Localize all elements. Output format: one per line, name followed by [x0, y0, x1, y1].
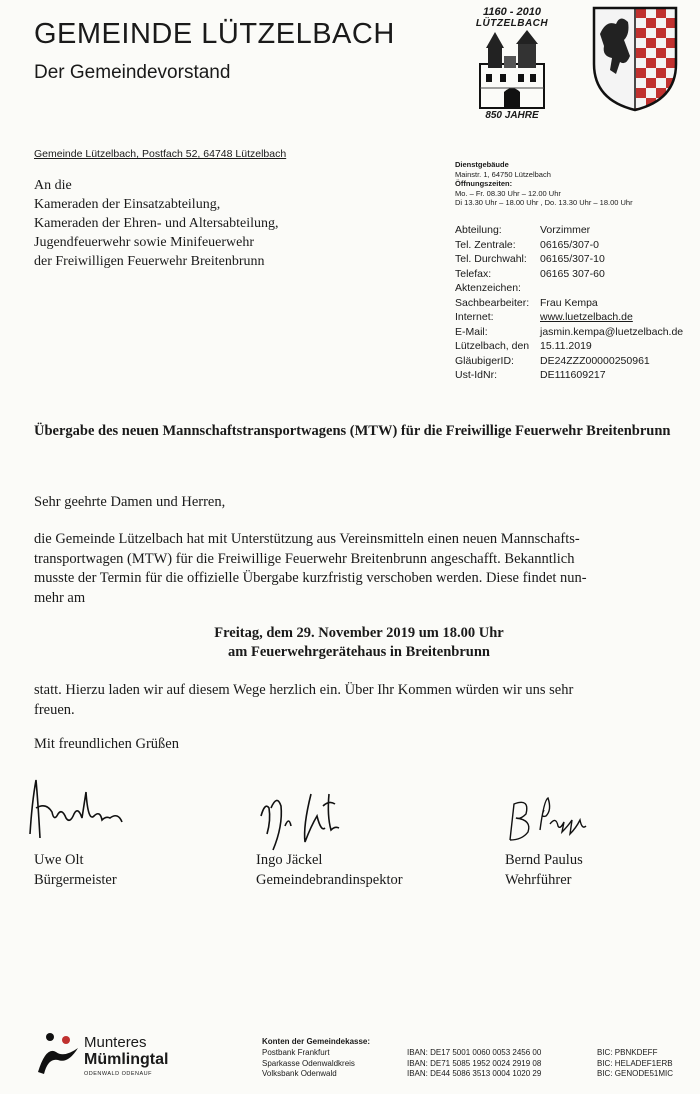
- logo-line-3: ODENWALD ODENAUF: [84, 1071, 152, 1077]
- contact-row: [455, 310, 683, 325]
- contact-key: Sachbearbeiter:: [455, 296, 530, 309]
- contact-row: [455, 281, 683, 296]
- contact-key: Tel. Durchwahl:: [455, 253, 527, 265]
- bank-name: Volksbank Odenwald: [262, 1069, 337, 1078]
- contact-key: Tel. Zentrale:: [455, 238, 516, 251]
- contact-key: Aktenzeichen:: [455, 282, 521, 294]
- bank-name: Sparkasse Odenwaldkreis: [262, 1058, 355, 1068]
- office-label: Dienstgebäude: [455, 160, 509, 169]
- jubilee-logo: [452, 6, 572, 124]
- signer-3: [505, 850, 583, 890]
- recipient-line: Jugendfeuerwehr sowie Minifeuerwehr: [34, 235, 255, 250]
- contact-value: DE24ZZZ00000250961: [540, 354, 650, 367]
- body-line: transportwagen (MTW) für die Freiwillige Feuerwehr Breitenbrunn angeschafft. Bekanntlich: [34, 550, 575, 567]
- jubilee-caption: 850 JAHRE: [485, 110, 539, 121]
- organization-name: GEMEINDE LÜTZELBACH: [34, 18, 395, 50]
- contact-row: [455, 238, 683, 253]
- bank-bic: BIC: GENODE51MIC: [597, 1069, 674, 1078]
- signer-name: Bernd Paulus: [505, 852, 583, 868]
- contact-value: Vorzimmer: [540, 224, 591, 236]
- castle-icon: [474, 30, 550, 110]
- hours-line: Di 13.30 Uhr – 18.00 Uhr , Do. 13.30 Uhr – 18.00 Uhr: [455, 198, 633, 207]
- body-paragraph: [34, 530, 684, 608]
- body-line: die Gemeinde Lützelbach hat mit Unterstützung aus Vereinsmitteln einen neuen Mannschafts-: [34, 531, 580, 547]
- signature-olt: [22, 772, 142, 842]
- signer-role: Bürgermeister: [34, 872, 117, 888]
- signature-jaeckel: [255, 786, 365, 856]
- contact-key: E-Mail:: [455, 325, 488, 338]
- jubilee-years: 1160 - 2010: [483, 6, 541, 18]
- closing-line: statt. Hierzu laden wir auf diesem Wege herzlich ein. Über Ihr Kommen würden wir uns sehr: [34, 682, 574, 698]
- organization-subtitle: Der Gemeindevorstand: [34, 62, 231, 83]
- bank-iban: IBAN: DE44 5086 3513 0004 1020 29: [407, 1069, 542, 1078]
- bank-accounts: [262, 1048, 682, 1080]
- figures-icon: [34, 1030, 80, 1076]
- contact-row: [455, 325, 683, 340]
- contact-row: [455, 267, 683, 282]
- closing-greeting: Mit freundlichen Grüßen: [34, 736, 179, 752]
- letter-date: 15.11.2019: [540, 340, 592, 352]
- signer-role: Wehrführer: [505, 872, 572, 888]
- office-address: Mainstr. 1, 64750 Lützelbach: [455, 169, 551, 179]
- bank-iban: IBAN: DE17 5001 0060 0053 2456 00: [407, 1048, 542, 1057]
- contact-row: [455, 223, 683, 238]
- bank-row: [262, 1059, 682, 1070]
- contact-value: 06165/307-10: [540, 253, 605, 265]
- contact-value: 06165 307-60: [540, 267, 605, 280]
- contact-key: Lützelbach, den: [455, 340, 530, 352]
- contact-key: Internet:: [455, 311, 494, 323]
- body-line: musste der Termin für die offizielle Übergabe kurzfristig verschoben werden. Diese findet nun-: [34, 570, 587, 586]
- signer-2: [256, 850, 403, 890]
- logo-line-1: Munteres: [84, 1034, 147, 1051]
- contact-row: [455, 252, 683, 267]
- contact-value: 06165/307-0: [540, 238, 599, 251]
- signer-1: [34, 850, 117, 890]
- closing-line: freuen.: [34, 702, 75, 718]
- contact-row: [455, 339, 683, 354]
- body-line: mehr am: [34, 589, 86, 606]
- closing-paragraph: [34, 680, 684, 720]
- bank-iban: IBAN: DE71 5085 1952 0024 2919 08: [407, 1058, 542, 1068]
- hours-line: Mo. – Fr. 08.30 Uhr – 12.00 Uhr: [455, 188, 561, 198]
- event-date: Freitag, dem 29. November 2019 um 18.00 Uhr: [214, 625, 504, 641]
- event-details: [34, 624, 684, 662]
- event-place: am Feuerwehrgerätehaus in Breitenbrunn: [228, 644, 490, 660]
- bank-accounts-title: Konten der Gemeindekasse:: [262, 1037, 371, 1046]
- bank-row: [262, 1069, 682, 1080]
- bank-bic: BIC: HELADEF1ERB: [597, 1058, 673, 1068]
- letter-subject: Übergabe des neuen Mannschaftstransportwagens (MTW) für die Freiwillige Feuerwehr Breitenbrunn: [34, 423, 671, 439]
- email-link[interactable]: jasmin.kempa@luetzelbach.de: [540, 325, 684, 338]
- recipient-line: Kameraden der Ehren- und Altersabteilung,: [34, 216, 279, 231]
- recipient-block: [34, 176, 279, 271]
- coat-of-arms-icon: [590, 4, 680, 114]
- bank-bic: BIC: PBNKDEFF: [597, 1048, 658, 1057]
- recipient-line: der Freiwilligen Feuerwehr Breitenbrunn: [34, 254, 265, 269]
- recipient-line: An die: [34, 178, 72, 193]
- contact-key: Telefax:: [455, 267, 492, 280]
- contact-key: Ust-IdNr:: [455, 369, 497, 381]
- contact-value: Frau Kempa: [540, 296, 598, 309]
- logo-line-2: Mümlingtal: [84, 1051, 169, 1068]
- contact-value: DE111609217: [540, 369, 606, 381]
- salutation: Sehr geehrte Damen und Herren,: [34, 494, 226, 510]
- contact-row: [455, 296, 683, 311]
- contact-info: [455, 223, 683, 383]
- contact-key: GläubigerID:: [455, 354, 514, 367]
- signer-role: Gemeindebrandinspektor: [256, 872, 403, 888]
- signer-name: Uwe Olt: [34, 852, 84, 868]
- return-address: Gemeinde Lützelbach, Postfach 52, 64748 Lützelbach: [34, 148, 287, 160]
- bank-row: [262, 1048, 682, 1059]
- website-link[interactable]: www.luetzelbach.de: [540, 311, 633, 323]
- contact-key: Abteilung:: [455, 224, 502, 236]
- contact-row: [455, 368, 683, 383]
- contact-row: [455, 354, 683, 369]
- hours-label: Öffnungszeiten:: [455, 179, 513, 188]
- jubilee-name: LÜTZELBACH: [475, 18, 549, 29]
- signer-name: Ingo Jäckel: [256, 852, 323, 868]
- signature-paulus: [500, 790, 610, 850]
- office-info: [455, 160, 633, 208]
- bank-name: Postbank Frankfurt: [262, 1048, 330, 1057]
- munteres-muemlingtal-logo: [34, 1030, 194, 1080]
- recipient-line: Kameraden der Einsatzabteilung,: [34, 197, 221, 212]
